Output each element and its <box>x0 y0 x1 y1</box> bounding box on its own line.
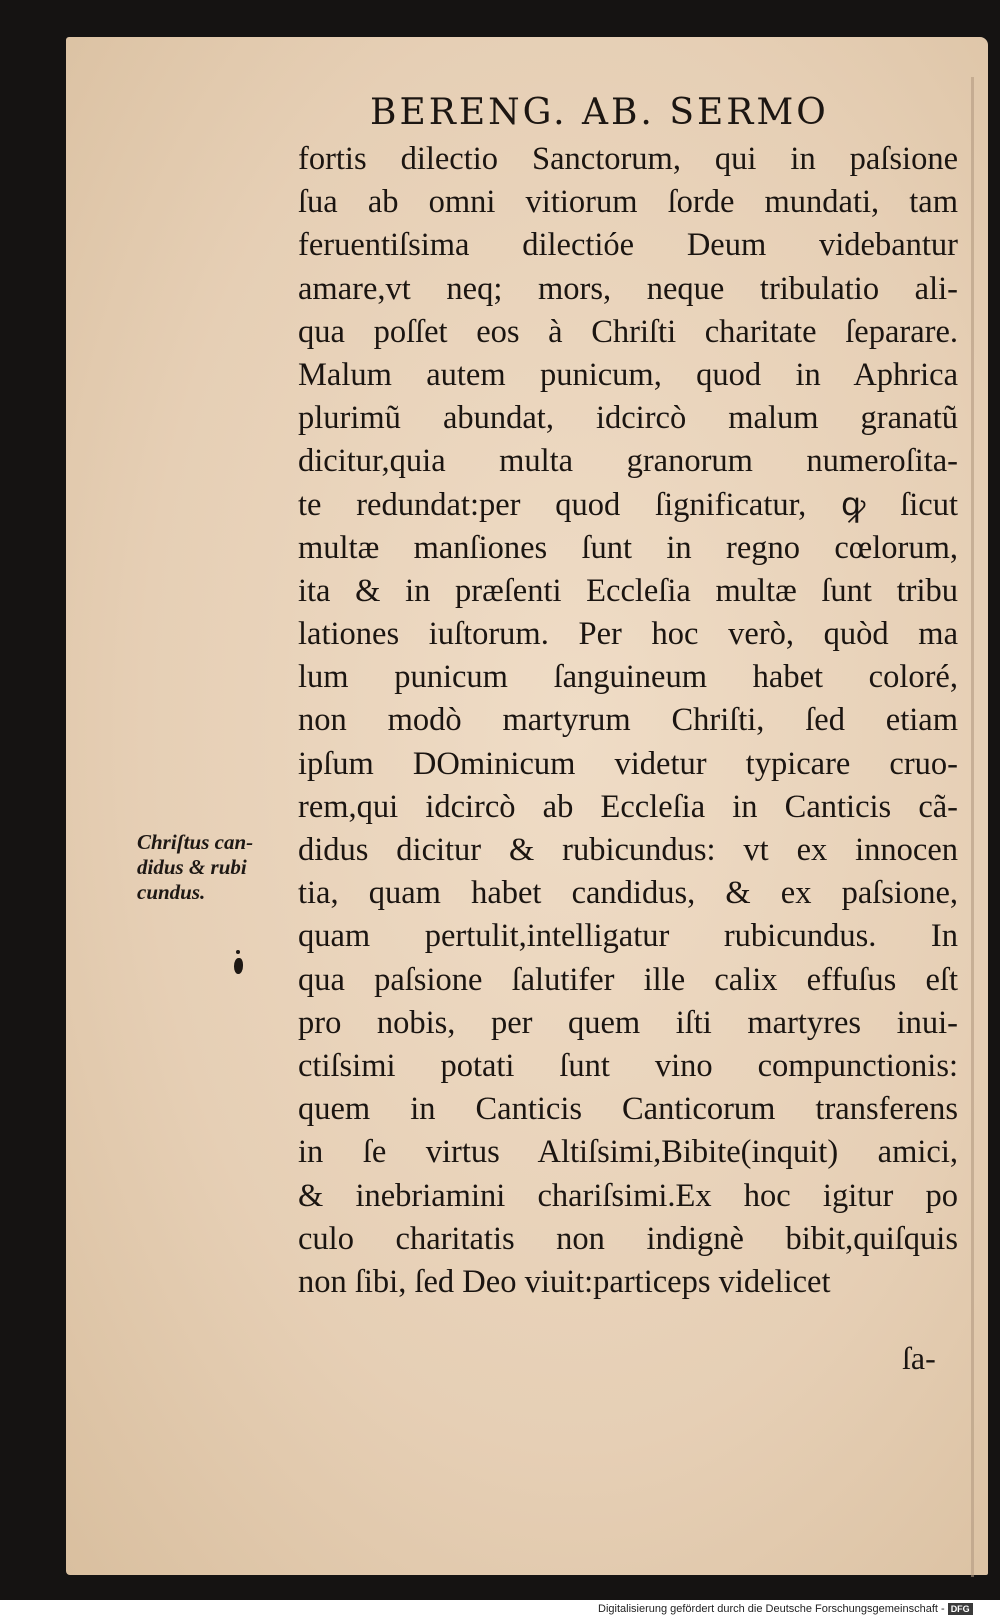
ornament-mark <box>234 958 243 974</box>
text-line: tia, quam habet candidus, & ex paſsione, <box>298 875 958 912</box>
running-head: BERENG. AB. SERMO <box>370 92 829 133</box>
text-line: quem in Canticis Canticorum transferens <box>298 1091 958 1128</box>
text-line: amare,vt neq; mors, neque tribulatio ali- <box>298 270 958 307</box>
text-line: multæ manſiones ſunt in regno cœlorum, <box>298 529 958 566</box>
text-line: te redundat:per quod ſignificatur, ꝙ ſicut <box>298 486 958 523</box>
text-line: ipſum DOminicum videtur typicare cruo- <box>298 745 958 782</box>
text-line: feruentiſsima dilectióe Deum videbantur <box>298 227 958 264</box>
text-line: didus dicitur & rubicundus: vt ex innocen <box>298 832 958 868</box>
footer-credit <box>598 1603 973 1615</box>
ornament-dot <box>236 950 240 954</box>
body-text <box>298 138 958 1304</box>
text-line: fortis dilectio Sanctorum, qui in paſsione <box>298 141 958 177</box>
page-edge <box>971 77 974 1577</box>
text-line: ſua ab omni vitiorum ſorde mundati, tam <box>298 184 958 221</box>
text-line: rem,qui idcircò ab Eccleſia in Canticis cã- <box>298 788 958 825</box>
text-line: plurimũ abundat, idcircò malum granatũ <box>298 400 958 437</box>
text-line: lationes iuſtorum. Per hoc verò, quòd ma <box>298 616 958 653</box>
text-line: pro nobis, per quem iſti martyres inui- <box>298 1004 958 1041</box>
text-line: Malum autem punicum, quod in Aphrica <box>298 356 958 393</box>
text-line: quam pertulit,intelligatur rubicundus. In <box>298 918 958 955</box>
text-line: in ſe virtus Altiſsimi,Bibite(inquit) amici, <box>298 1134 958 1171</box>
marginal-note-line: cundus. <box>137 880 206 904</box>
text-line: ctiſsimi potati ſunt vino compunctionis: <box>298 1047 958 1084</box>
catchword: ſa- <box>902 1340 936 1376</box>
marginal-note <box>137 830 287 905</box>
text-line: ita & in præſenti Eccleſia multæ ſunt tribu <box>298 572 958 609</box>
text-line: qua paſsione ſalutifer ille calix effuſus eſt <box>298 961 958 998</box>
footer-credit-text: Digitalisierung gefördert durch die Deutsche Forschungsgemeinschaft - <box>598 1603 945 1615</box>
text-line: qua poſſet eos à Chriſti charitate ſeparare. <box>298 313 958 350</box>
text-line: & inebriamini chariſsimi.Ex hoc igitur po <box>298 1177 958 1214</box>
text-line: culo charitatis non indignè bibit,quiſquis <box>298 1220 958 1257</box>
text-line: non ſibi, ſed Deo viuit:particeps videlicet <box>298 1263 831 1300</box>
text-line: dicitur,quia multa granorum numeroſita- <box>298 443 958 480</box>
marginal-note-line: didus & rubi <box>137 855 247 879</box>
text-line: non modò martyrum Chriſti, ſed etiam <box>298 702 958 739</box>
text-line: lum punicum ſanguineum habet coloré, <box>298 659 958 696</box>
dfg-logo[interactable]: DFG <box>948 1603 973 1615</box>
marginal-note-line: Chriſtus can- <box>137 830 254 854</box>
